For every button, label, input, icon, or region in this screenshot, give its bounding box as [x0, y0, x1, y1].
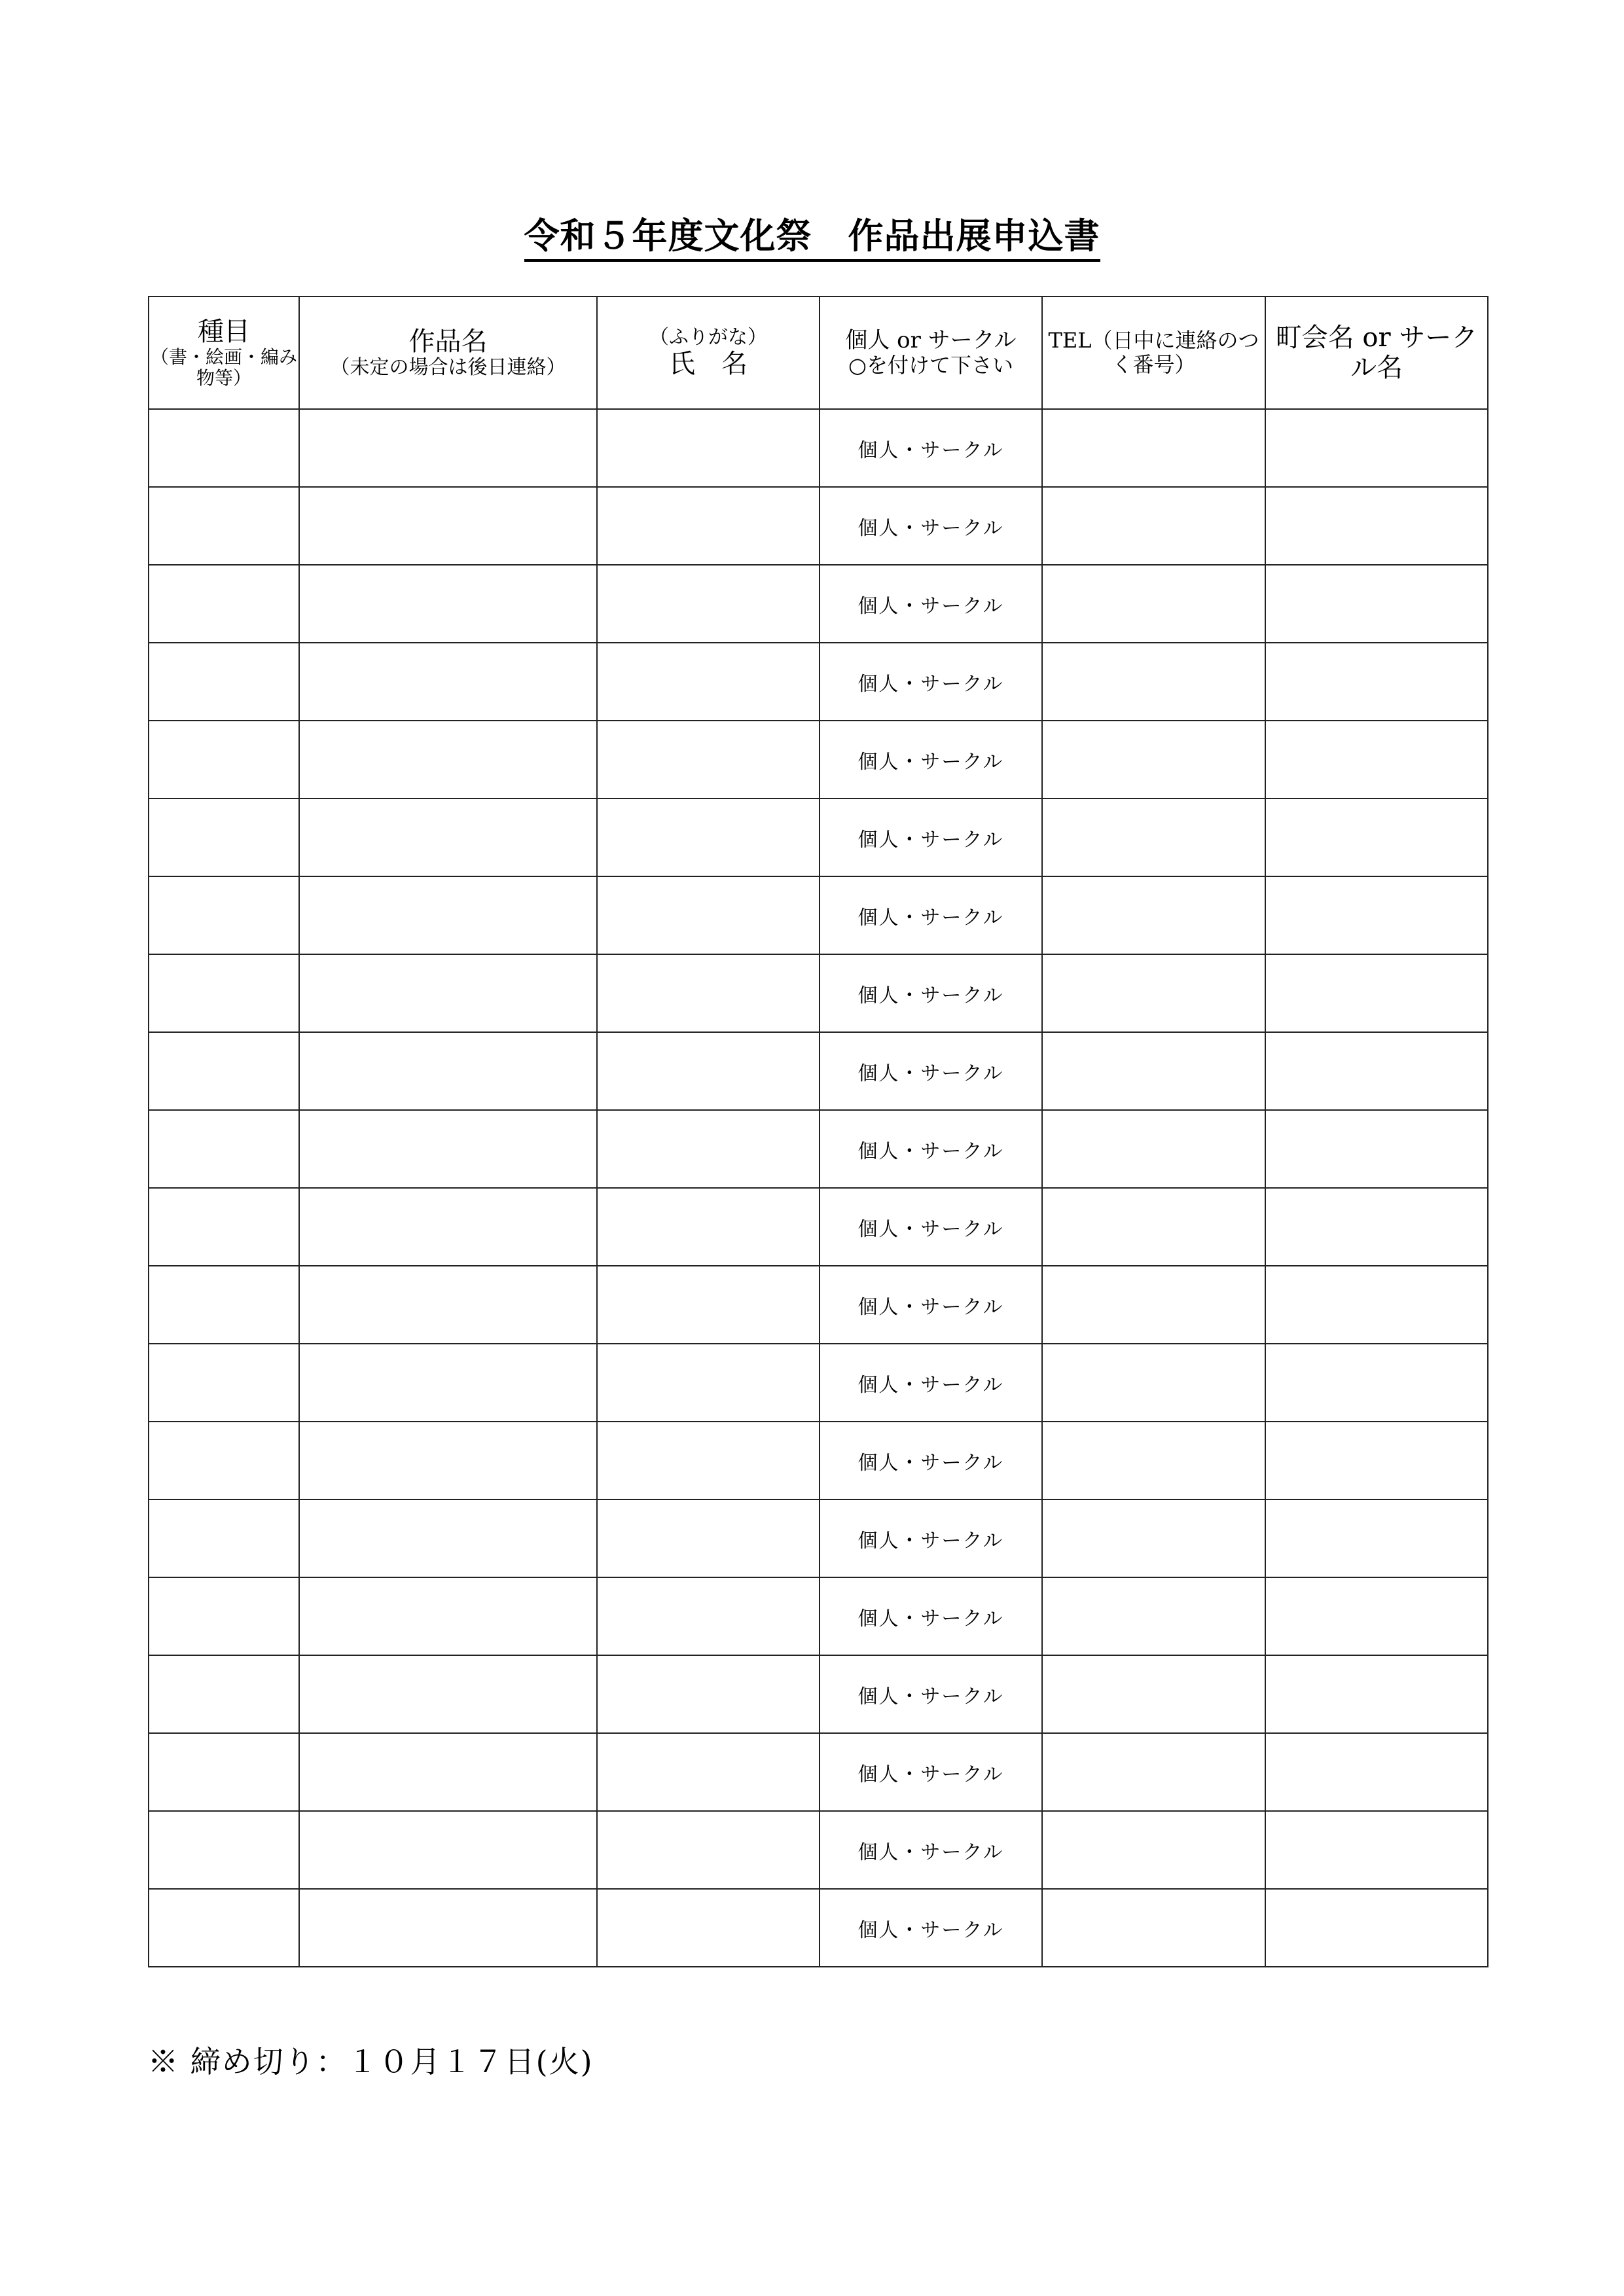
entry-type-cell[interactable]: 個人・サークル	[820, 1266, 1042, 1344]
group-cell[interactable]	[1265, 1733, 1488, 1811]
name-cell[interactable]	[597, 565, 820, 643]
name-cell[interactable]	[597, 1110, 820, 1188]
tel-cell[interactable]	[1042, 876, 1265, 954]
category-cell[interactable]	[149, 487, 299, 565]
entry-type-cell[interactable]: 個人・サークル	[820, 721, 1042, 798]
tel-cell[interactable]	[1042, 1344, 1265, 1422]
name-cell[interactable]	[597, 643, 820, 721]
work-title-cell[interactable]	[299, 1499, 597, 1577]
category-cell[interactable]	[149, 1344, 299, 1422]
entry-type-cell[interactable]: 個人・サークル	[820, 409, 1042, 487]
table-row	[149, 487, 1488, 565]
name-cell[interactable]	[597, 1499, 820, 1577]
group-cell[interactable]	[1265, 954, 1488, 1032]
table-row	[149, 1110, 1488, 1188]
name-cell[interactable]	[597, 1344, 820, 1422]
name-cell[interactable]	[597, 409, 820, 487]
header-row	[149, 296, 1488, 409]
work-title-cell[interactable]	[299, 487, 597, 565]
header-tel	[1042, 296, 1265, 409]
work-title-cell[interactable]	[299, 1889, 597, 1967]
tel-cell[interactable]	[1042, 798, 1265, 876]
tel-cell[interactable]	[1042, 1733, 1265, 1811]
category-cell[interactable]	[149, 1655, 299, 1733]
table-row	[149, 1655, 1488, 1733]
tel-cell[interactable]	[1042, 1422, 1265, 1499]
category-cell[interactable]	[149, 1032, 299, 1110]
name-cell[interactable]	[597, 487, 820, 565]
header-category	[149, 296, 299, 409]
form-title-text: 令和５年度文化祭 作品出展申込書	[524, 215, 1100, 262]
table-row	[149, 1032, 1488, 1110]
work-title-cell[interactable]	[299, 954, 597, 1032]
work-title-cell[interactable]	[299, 1266, 597, 1344]
tel-cell[interactable]	[1042, 643, 1265, 721]
work-title-cell[interactable]	[299, 798, 597, 876]
table-row	[149, 721, 1488, 798]
category-cell[interactable]	[149, 1499, 299, 1577]
entry-type-cell[interactable]: 個人・サークル	[820, 1577, 1042, 1655]
header-work-title-label: 作品名	[408, 326, 488, 357]
table-row	[149, 1811, 1488, 1889]
header-work-title	[299, 296, 597, 409]
work-title-cell[interactable]	[299, 721, 597, 798]
group-cell[interactable]	[1265, 876, 1488, 954]
group-cell[interactable]	[1265, 1422, 1488, 1499]
tel-cell[interactable]	[1042, 1889, 1265, 1967]
tel-cell[interactable]	[1042, 1811, 1265, 1889]
category-cell[interactable]	[149, 1889, 299, 1967]
category-cell[interactable]	[149, 1577, 299, 1655]
category-cell[interactable]	[149, 798, 299, 876]
table-row	[149, 1422, 1488, 1499]
work-title-cell[interactable]	[299, 1733, 597, 1811]
header-entry-type	[820, 296, 1042, 409]
group-cell[interactable]	[1265, 1655, 1488, 1733]
group-cell[interactable]	[1265, 721, 1488, 798]
tel-cell[interactable]	[1042, 409, 1265, 487]
entry-type-cell[interactable]: 個人・サークル	[820, 1032, 1042, 1110]
entry-type-cell[interactable]: 個人・サークル	[820, 487, 1042, 565]
group-cell[interactable]	[1265, 1889, 1488, 1967]
category-cell[interactable]	[149, 409, 299, 487]
header-entry-type-label: 個人 or サークル	[845, 327, 1017, 354]
entry-type-cell[interactable]: 個人・サークル	[820, 1110, 1042, 1188]
entry-type-cell[interactable]: 個人・サークル	[820, 1889, 1042, 1967]
group-cell[interactable]	[1265, 1266, 1488, 1344]
tel-cell[interactable]	[1042, 1188, 1265, 1266]
entry-type-cell[interactable]: 個人・サークル	[820, 1422, 1042, 1499]
table-row	[149, 798, 1488, 876]
entry-type-cell[interactable]: 個人・サークル	[820, 1655, 1042, 1733]
category-cell[interactable]	[149, 1422, 299, 1499]
group-cell[interactable]	[1265, 643, 1488, 721]
header-name	[597, 296, 820, 409]
work-title-cell[interactable]	[299, 1577, 597, 1655]
group-cell[interactable]	[1265, 487, 1488, 565]
header-category-label: 種目	[198, 316, 250, 347]
name-cell[interactable]	[597, 1811, 820, 1889]
work-title-cell[interactable]	[299, 565, 597, 643]
group-cell[interactable]	[1265, 1811, 1488, 1889]
tel-cell[interactable]	[1042, 565, 1265, 643]
name-cell[interactable]	[597, 1188, 820, 1266]
category-cell[interactable]	[149, 1110, 299, 1188]
tel-cell[interactable]	[1042, 954, 1265, 1032]
header-category-note: （書・絵画・編み物等）	[150, 346, 297, 389]
category-cell[interactable]	[149, 1266, 299, 1344]
table-row	[149, 876, 1488, 954]
tel-cell[interactable]	[1042, 1032, 1265, 1110]
entry-type-cell[interactable]: 個人・サークル	[820, 1188, 1042, 1266]
name-cell[interactable]	[597, 1889, 820, 1967]
form-title	[0, 213, 1624, 259]
name-cell[interactable]	[597, 1422, 820, 1499]
group-cell[interactable]	[1265, 798, 1488, 876]
entry-type-cell[interactable]: 個人・サークル	[820, 1499, 1042, 1577]
group-cell[interactable]	[1265, 565, 1488, 643]
work-title-cell[interactable]	[299, 1422, 597, 1499]
header-group-label: 町会名 or サークル名	[1275, 323, 1478, 383]
name-cell[interactable]	[597, 1266, 820, 1344]
name-cell[interactable]	[597, 1577, 820, 1655]
group-cell[interactable]	[1265, 1110, 1488, 1188]
header-group	[1265, 296, 1488, 409]
category-cell[interactable]	[149, 954, 299, 1032]
group-cell[interactable]	[1265, 1577, 1488, 1655]
table-row	[149, 1188, 1488, 1266]
work-title-cell[interactable]	[299, 409, 597, 487]
entry-type-cell[interactable]: 個人・サークル	[820, 1344, 1042, 1422]
work-title-cell[interactable]	[299, 1110, 597, 1188]
tel-cell[interactable]	[1042, 1577, 1265, 1655]
work-title-cell[interactable]	[299, 643, 597, 721]
group-cell[interactable]	[1265, 1344, 1488, 1422]
work-title-cell[interactable]	[299, 1032, 597, 1110]
tel-cell[interactable]	[1042, 487, 1265, 565]
entry-type-cell[interactable]: 個人・サークル	[820, 876, 1042, 954]
category-cell[interactable]	[149, 876, 299, 954]
table-row	[149, 1889, 1488, 1967]
entry-type-cell[interactable]: 個人・サークル	[820, 954, 1042, 1032]
entry-type-cell[interactable]: 個人・サークル	[820, 1733, 1042, 1811]
work-title-cell[interactable]	[299, 876, 597, 954]
work-title-cell[interactable]	[299, 1344, 597, 1422]
application-table	[148, 296, 1489, 1967]
category-cell[interactable]	[149, 1188, 299, 1266]
category-cell[interactable]	[149, 643, 299, 721]
group-cell[interactable]	[1265, 1499, 1488, 1577]
work-title-cell[interactable]	[299, 1188, 597, 1266]
category-cell[interactable]	[149, 1733, 299, 1811]
table-row	[149, 1733, 1488, 1811]
tel-cell[interactable]	[1042, 1266, 1265, 1344]
table-row	[149, 409, 1488, 487]
entry-type-cell[interactable]: 個人・サークル	[820, 643, 1042, 721]
header-tel-label: TEL（日中に連絡のつく番号）	[1048, 328, 1259, 377]
work-title-cell[interactable]	[299, 1655, 597, 1733]
name-cell[interactable]	[597, 1655, 820, 1733]
name-cell[interactable]	[597, 954, 820, 1032]
category-cell[interactable]	[149, 721, 299, 798]
entry-rows	[149, 409, 1488, 1967]
header-name-label: 氏 名	[669, 349, 748, 380]
name-cell[interactable]	[597, 1032, 820, 1110]
tel-cell[interactable]	[1042, 1499, 1265, 1577]
entry-type-cell[interactable]: 個人・サークル	[820, 1811, 1042, 1889]
table-row	[149, 1266, 1488, 1344]
table-row	[149, 1577, 1488, 1655]
category-cell[interactable]	[149, 1811, 299, 1889]
header-name-furigana: （ふりがな）	[649, 325, 767, 349]
entry-type-cell[interactable]: 個人・サークル	[820, 565, 1042, 643]
group-cell[interactable]	[1265, 409, 1488, 487]
name-cell[interactable]	[597, 721, 820, 798]
category-cell[interactable]	[149, 565, 299, 643]
table-row	[149, 1344, 1488, 1422]
group-cell[interactable]	[1265, 1032, 1488, 1110]
tel-cell[interactable]	[1042, 1110, 1265, 1188]
table-row	[149, 565, 1488, 643]
name-cell[interactable]	[597, 798, 820, 876]
entry-type-cell[interactable]: 個人・サークル	[820, 798, 1042, 876]
deadline-note: ※ 締め切り：１０月１７日(火)	[148, 2044, 594, 2079]
tel-cell[interactable]	[1042, 721, 1265, 798]
table-row	[149, 643, 1488, 721]
table-row	[149, 954, 1488, 1032]
group-cell[interactable]	[1265, 1188, 1488, 1266]
tel-cell[interactable]	[1042, 1655, 1265, 1733]
header-entry-type-note: ○を付けて下さい	[848, 353, 1013, 378]
table-row	[149, 1499, 1488, 1577]
work-title-cell[interactable]	[299, 1811, 597, 1889]
name-cell[interactable]	[597, 1733, 820, 1811]
header-work-title-note: （未定の場合は後日連絡）	[330, 355, 566, 379]
name-cell[interactable]	[597, 876, 820, 954]
